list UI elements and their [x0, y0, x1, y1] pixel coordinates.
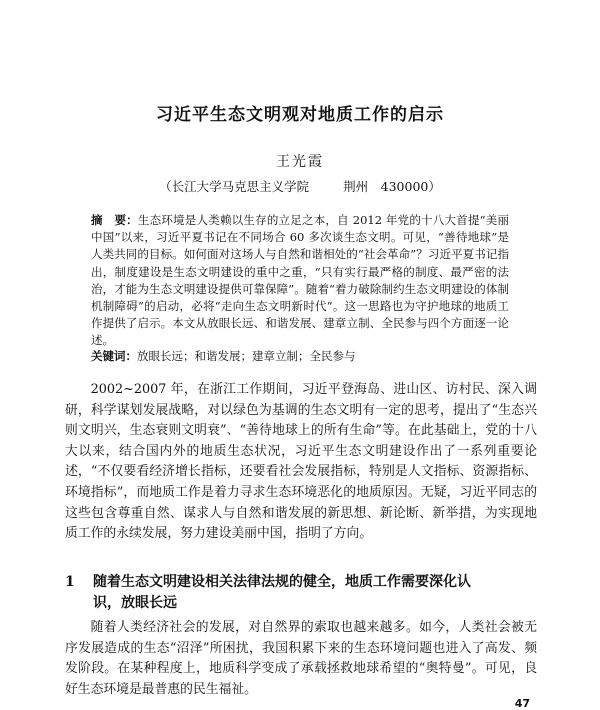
- page-number: 47: [514, 697, 530, 710]
- keywords-text: 放眼长远；和谐发展；建章立制；全民参与: [137, 349, 356, 363]
- body-paragraph-2: 随着人类经济社会的发展，对自然界的索取也越来越多。如今，人类社会被无序发展造成的生态“沼泽”所困扰，我国积累下来的生态环境问题也进入了高发、频发阶段。在某种程度上，地质科学变成了承载拯救地球希望的“奥特曼”。可见，良好生态环境是最普惠的民生福祉。: [65, 620, 537, 697]
- keywords: [91, 348, 509, 365]
- affiliation-location: 荆州 430000）: [343, 179, 441, 194]
- section-title-line1: 随着生态文明建设相关法律法规的健全，地质工作需要深化认: [93, 574, 471, 590]
- section-heading: [65, 572, 537, 614]
- abstract-text: 生态环境是人类赖以生存的立足之本，自 2012 年党的十八大首提“美丽中国”以来，习近平夏书记在不同场合 60 多次谈生态文明。可见，“善待地球”是人类共同的目标。如何面对这场人与自然和谐相处的“社会革命”？习近平夏书记指出，制度建设是生态文明建设的重中之重，“只有实行最严格的制度、最严密的法治，才能为生态文明建设提供可靠保障”。随着“着力破除制约生态文明建设的体制机制障碍”的启动，必将“走向生态文明新时代”。这一思路也为守护地球的地质工作提供了启示。本文从放眼长远、和谐发展、建章立制、全民参与四个方面逐一论述。: [91, 213, 509, 348]
- author-name: 王光霞: [276, 154, 324, 170]
- abstract-label: 摘 要：: [91, 213, 138, 227]
- section-number: 1: [65, 574, 75, 590]
- section-title-line2: 识，放眼长远: [93, 595, 177, 611]
- keywords-label: 关键词：: [91, 349, 137, 363]
- body-paragraph-1: 2002~2007 年，在浙江工作期间，习近平登海岛、进山区、访村民、深入调研，科学谋划发展战略，对以绿色为基调的生态文明有一定的思考，提出了“生态兴则文明兴，生态衰则文明衰”、“善待地球上的所有生命”等。在此基础上，党的十八大以来，结合国内外的地质生态状况，习近平生态文明建设作出了一系列重要论述，“不仅要看经济增长指标，还要看社会发展指标，特别是人文指标、资源指标、环境指标”，而地质工作是着力寻求生态环境恶化的地质原因。无疑，习近平同志的这些包含尊重自然、谋求人与自然和谐发展的新思想、新论断、新举措，为实现地质工作的永续发展，努力建设美丽中国，指明了方向。: [65, 382, 537, 542]
- abstract: [91, 212, 509, 350]
- affiliation-institution: （长江大学马克思主义学院: [159, 179, 310, 194]
- paper-title: 习近平生态文明观对地质工作的启示: [156, 105, 444, 125]
- affiliation: [0, 177, 600, 195]
